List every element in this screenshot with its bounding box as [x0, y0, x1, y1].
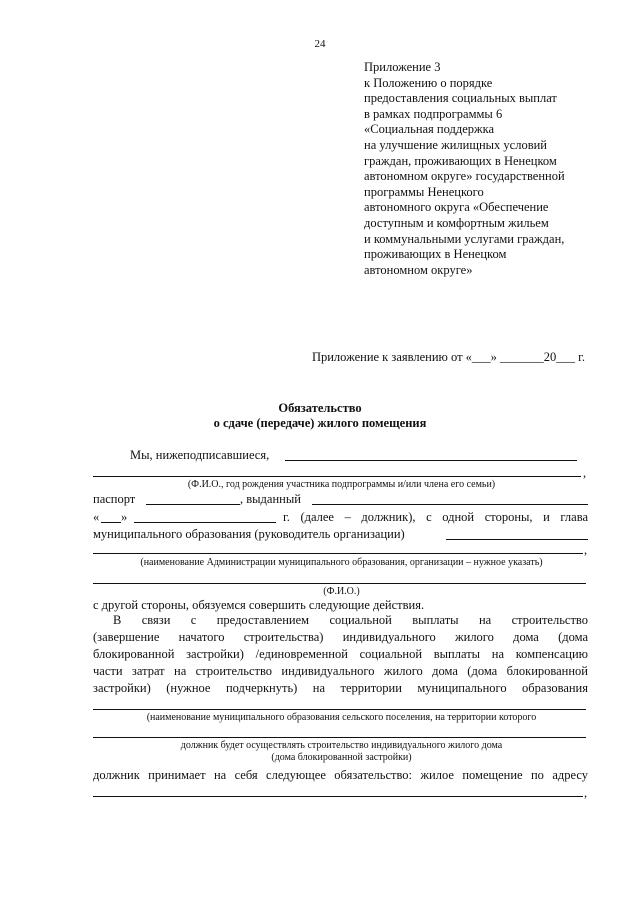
settlement-blank-1: [93, 709, 586, 710]
head-blank-1: [446, 539, 588, 540]
comma-2: ,: [584, 543, 588, 557]
caption-settlement-1: (наименование муниципального образования сельского поселения, на территории которого: [146, 712, 537, 723]
caption-settlement-3: (дома блокированной застройки): [271, 752, 412, 763]
paragraph-line-1: В связи с предоставлением социальной выплаты на строительство: [113, 613, 588, 627]
appendix-line: «Социальная поддержка: [364, 122, 495, 137]
appendix-line: автономного округа «Обеспечение: [364, 200, 549, 215]
appendix-line: Приложение 3: [364, 60, 441, 74]
caption-fio: (Ф.И.О.): [323, 586, 360, 597]
issue-date-blank: [134, 522, 276, 523]
appendix-header: [364, 60, 565, 278]
appendix-line: автономном округе»: [364, 262, 473, 277]
passport-label: паспорт: [93, 492, 136, 506]
settlement-blank-2: [93, 737, 586, 738]
page-number: 24: [314, 38, 326, 50]
document-subtitle: о сдаче (передаче) жилого помещения: [213, 416, 427, 430]
issued-label: , выданный: [240, 492, 301, 506]
paragraph-line-2: (завершение начатого строительства) индивидуального жилого дома (дома: [93, 630, 588, 644]
appendix-line: на улучшение жилищных условий: [364, 137, 547, 152]
municipal-head-label: муниципального образования (руководитель организации): [93, 527, 405, 541]
attachment-line: Приложение к заявлению от «___» _______20___ г.: [311, 350, 585, 364]
debtor-line: г. (далее – должник), с одной стороны, и глава: [283, 510, 588, 524]
quote-close: »: [121, 510, 128, 524]
appendix-line: к Положению о порядке: [364, 75, 493, 90]
paragraph-line-4: части затрат на строительство индивидуального жилого дома (дома блокированной: [93, 664, 588, 678]
signatories-blank-2: [93, 476, 581, 477]
address-blank: [93, 796, 583, 797]
appendix-line: доступным и комфортным жильем: [364, 215, 549, 230]
appendix-line: автономном округе» государственной: [364, 169, 565, 184]
caption-fio-birth: (Ф.И.О., год рождения участника подпрограммы и/или члена его семьи): [187, 479, 496, 490]
day-blank: [101, 522, 121, 523]
appendix-line: и коммунальными услугами граждан,: [364, 231, 565, 246]
issued-by-blank: [312, 504, 588, 505]
signatories-blank-1: [285, 460, 577, 461]
paragraph-line-5: застройки) (нужное подчеркнуть) на территории муниципального образования: [93, 681, 588, 695]
quote-open: «: [93, 510, 100, 524]
other-side-text: с другой стороны, обязуемся совершить следующие действия.: [93, 598, 425, 612]
appendix-line: предоставления социальных выплат: [364, 91, 557, 106]
fio-blank: [93, 583, 586, 584]
caption-settlement-2: должник будет осуществлять строительство индивидуального жилого дома: [180, 740, 503, 751]
appendix-line: проживающих в Ненецком: [364, 247, 507, 262]
obligation-line: должник принимает на себя следующее обязательство: жилое помещение по адресу: [93, 768, 588, 782]
appendix-line: граждан, проживающих в Ненецком: [364, 153, 557, 168]
appendix-line: в рамках подпрограммы 6: [364, 106, 503, 121]
comma-3: ,: [584, 786, 588, 800]
appendix-line: программы Ненецкого: [364, 184, 484, 199]
comma-1: ,: [583, 466, 587, 480]
paragraph-line-3: блокированной застройки) /единовременной социальной выплаты на компенсацию: [93, 647, 588, 661]
we-undersigned-label: Мы, нижеподписавшиеся,: [130, 448, 270, 462]
head-blank-2: [93, 553, 583, 554]
passport-number-blank: [146, 504, 240, 505]
caption-admin: (наименование Администрации муниципального образования, организации – нужное указать): [140, 557, 543, 568]
document-title: Обязательство: [278, 401, 362, 415]
